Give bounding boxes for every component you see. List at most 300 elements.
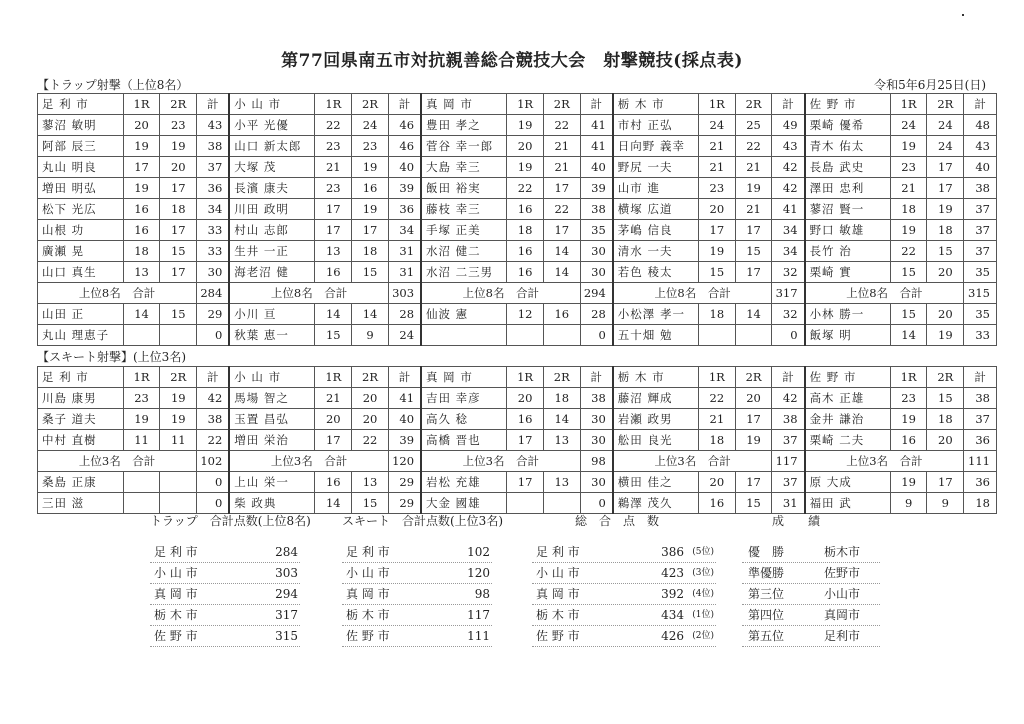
- total-score: 33: [964, 325, 997, 346]
- trap-total: 315: [275, 629, 298, 643]
- city-header: 足 利 市: [38, 94, 124, 115]
- shooter-name: 川田 政明: [229, 199, 315, 220]
- table-row: [38, 430, 997, 451]
- subtotal-row: [38, 283, 997, 304]
- round-2-score: 15: [160, 304, 197, 325]
- round-2-score: 23: [352, 136, 389, 157]
- reserve-row: [38, 304, 997, 325]
- round-1-score: 17: [507, 430, 544, 451]
- round-2-score: [160, 493, 197, 514]
- round-1-score: 19: [507, 157, 544, 178]
- round-2-score: 17: [735, 262, 772, 283]
- shooter-name: 野尻 一夫: [613, 157, 699, 178]
- ranking-row: [742, 626, 880, 647]
- table-row: [38, 388, 997, 409]
- shooter-name: 吉田 幸彦: [421, 388, 507, 409]
- shooter-name: 山口 新太郎: [229, 136, 315, 157]
- header-row: [38, 94, 997, 115]
- round-1-score: 22: [315, 115, 352, 136]
- subtotal-label: 上位8名 合計: [613, 283, 772, 304]
- shooter-name: 茅嶋 信良: [613, 220, 699, 241]
- total-score: 0: [197, 325, 230, 346]
- round-2-score: 24: [927, 115, 964, 136]
- subtotal-value: 98: [580, 451, 613, 472]
- round-2-score: 18: [160, 199, 197, 220]
- total-score: 43: [964, 136, 997, 157]
- total-score: 41: [772, 199, 805, 220]
- round-2-score: 19: [927, 325, 964, 346]
- total-score: 0: [580, 325, 613, 346]
- shooter-name: 山口 真生: [38, 262, 124, 283]
- city-name: 小 山 市: [154, 566, 198, 580]
- shooter-name: 中村 直樹: [38, 430, 124, 451]
- total-score: 38: [580, 199, 613, 220]
- overall-rank: (1位): [692, 610, 714, 620]
- column-header: 2R: [160, 367, 197, 388]
- round-1-score: 16: [890, 430, 927, 451]
- round-1-score: 16: [698, 493, 735, 514]
- ranking-header: 成 績: [772, 514, 821, 528]
- trap-total-row: [150, 626, 300, 647]
- round-2-score: 20: [352, 388, 389, 409]
- round-1-score: 18: [698, 430, 735, 451]
- overall-total: 426: [661, 629, 684, 643]
- round-1-score: 20: [315, 409, 352, 430]
- shooter-name: 清水 一夫: [613, 241, 699, 262]
- column-header: 2R: [160, 94, 197, 115]
- round-2-score: 17: [160, 178, 197, 199]
- total-score: 18: [964, 493, 997, 514]
- table-row: [38, 115, 997, 136]
- total-score: 32: [772, 262, 805, 283]
- round-2-score: 22: [543, 115, 580, 136]
- shooter-name: 増田 明弘: [38, 178, 124, 199]
- round-2-score: 15: [735, 493, 772, 514]
- round-2-score: 20: [735, 388, 772, 409]
- round-2-score: 14: [735, 304, 772, 325]
- round-2-score: 18: [927, 220, 964, 241]
- column-header: 計: [964, 94, 997, 115]
- trap-score-table: [37, 93, 997, 346]
- total-score: 0: [580, 493, 613, 514]
- round-2-score: 17: [543, 220, 580, 241]
- round-2-score: 21: [543, 157, 580, 178]
- scan-dot: [962, 14, 964, 16]
- round-2-score: 19: [352, 157, 389, 178]
- round-1-score: 19: [698, 241, 735, 262]
- total-score: 43: [197, 115, 230, 136]
- total-score: 41: [580, 136, 613, 157]
- round-1-score: 15: [315, 325, 352, 346]
- column-header: 1R: [123, 367, 160, 388]
- round-1-score: 16: [507, 409, 544, 430]
- shooter-name: 五十畑 勉: [613, 325, 699, 346]
- shooter-name: 菅谷 幸一郎: [421, 136, 507, 157]
- round-1-score: 13: [123, 262, 160, 283]
- subtotal-value: 303: [388, 283, 421, 304]
- round-1-score: 21: [698, 157, 735, 178]
- city-name: 足 利 市: [154, 545, 198, 559]
- total-score: 31: [388, 241, 421, 262]
- shooter-name: 松下 光広: [38, 199, 124, 220]
- shooter-name: 山根 功: [38, 220, 124, 241]
- rank-title: 第四位: [748, 608, 785, 622]
- round-1-score: 16: [507, 262, 544, 283]
- column-header: 2R: [927, 367, 964, 388]
- total-score: 38: [964, 388, 997, 409]
- round-1-score: [698, 325, 735, 346]
- round-1-score: 20: [507, 136, 544, 157]
- shooter-name: 豊田 孝之: [421, 115, 507, 136]
- column-header: 計: [388, 94, 421, 115]
- shooter-name: 小川 亘: [229, 304, 315, 325]
- page-title: 第77回県南五市対抗親善総合競技大会 射撃競技(採点表): [281, 51, 743, 71]
- rank-city: 足利市: [824, 629, 861, 643]
- round-2-score: 22: [352, 430, 389, 451]
- total-score: 36: [964, 472, 997, 493]
- skeet-total-row: [342, 605, 492, 626]
- column-header: 2R: [735, 94, 772, 115]
- table-row: [38, 220, 997, 241]
- total-score: 41: [580, 115, 613, 136]
- total-score: 40: [964, 157, 997, 178]
- column-header: 計: [772, 367, 805, 388]
- total-score: 37: [964, 199, 997, 220]
- city-header: 栃 木 市: [613, 94, 699, 115]
- total-score: 34: [772, 220, 805, 241]
- shooter-name: 飯田 裕実: [421, 178, 507, 199]
- trap-total: 284: [275, 545, 298, 559]
- round-1-score: 23: [698, 178, 735, 199]
- shooter-name: 岩瀬 政男: [613, 409, 699, 430]
- city-header: 足 利 市: [38, 367, 124, 388]
- round-2-score: 19: [927, 199, 964, 220]
- shooter-name: 廣瀬 晃: [38, 241, 124, 262]
- round-2-score: 13: [543, 472, 580, 493]
- total-score: 48: [964, 115, 997, 136]
- round-1-score: 16: [123, 220, 160, 241]
- total-score: 38: [197, 409, 230, 430]
- city-header: 小 山 市: [229, 94, 315, 115]
- skeet-total: 98: [474, 587, 490, 601]
- round-1-score: 23: [890, 157, 927, 178]
- round-2-score: 9: [352, 325, 389, 346]
- shooter-name: 藤枝 幸三: [421, 199, 507, 220]
- column-header: 2R: [352, 367, 389, 388]
- round-1-score: 21: [698, 409, 735, 430]
- total-score: 31: [388, 262, 421, 283]
- overall-total-row: [532, 626, 716, 647]
- ranking-row: [742, 542, 880, 563]
- round-2-score: 17: [352, 220, 389, 241]
- total-score: 39: [580, 178, 613, 199]
- table-row: [38, 409, 997, 430]
- subtotal-label: 上位3名 合計: [421, 451, 580, 472]
- shooter-name: 水沼 二三男: [421, 262, 507, 283]
- total-score: 29: [388, 493, 421, 514]
- column-header: 1R: [507, 94, 544, 115]
- round-2-score: 24: [352, 115, 389, 136]
- total-score: 31: [772, 493, 805, 514]
- header-row: [38, 367, 997, 388]
- round-1-score: 16: [123, 199, 160, 220]
- city-name: 小 山 市: [536, 566, 580, 580]
- round-1-score: 21: [698, 136, 735, 157]
- round-2-score: 17: [160, 220, 197, 241]
- shooter-name: 玉置 昌弘: [229, 409, 315, 430]
- round-1-score: 15: [890, 304, 927, 325]
- total-score: 32: [772, 304, 805, 325]
- round-1-score: 20: [507, 388, 544, 409]
- city-name: 佐 野 市: [154, 629, 198, 643]
- shooter-name: 大金 國雄: [421, 493, 507, 514]
- round-2-score: 20: [927, 430, 964, 451]
- total-score: 24: [388, 325, 421, 346]
- round-1-score: 20: [123, 115, 160, 136]
- round-2-score: 17: [735, 472, 772, 493]
- total-score: 34: [197, 199, 230, 220]
- round-2-score: 24: [927, 136, 964, 157]
- total-score: 46: [388, 136, 421, 157]
- round-1-score: 15: [890, 262, 927, 283]
- ranking-row: [742, 584, 880, 605]
- round-1-score: 20: [698, 199, 735, 220]
- city-name: 佐 野 市: [536, 629, 580, 643]
- subtotal-value: 111: [964, 451, 997, 472]
- rank-title: 第五位: [748, 629, 785, 643]
- shooter-name: 手塚 正美: [421, 220, 507, 241]
- round-1-score: 17: [698, 220, 735, 241]
- subtotal-value: 117: [772, 451, 805, 472]
- trap-total-row: [150, 584, 300, 605]
- rank-title: 優 勝: [748, 545, 785, 559]
- round-2-score: 19: [160, 136, 197, 157]
- overall-total-header: 総 合 点 数: [575, 514, 660, 528]
- round-2-score: 15: [927, 388, 964, 409]
- skeet-total: 102: [467, 545, 490, 559]
- shooter-name: 市村 正弘: [613, 115, 699, 136]
- round-1-score: [123, 472, 160, 493]
- trap-total-header: トラップ 合計点数(上位8名): [150, 514, 311, 528]
- round-1-score: 14: [315, 493, 352, 514]
- city-header: 佐 野 市: [805, 94, 891, 115]
- round-2-score: 25: [735, 115, 772, 136]
- round-1-score: 19: [890, 472, 927, 493]
- city-name: 真 岡 市: [154, 587, 198, 601]
- round-2-score: 17: [927, 178, 964, 199]
- round-1-score: 22: [507, 178, 544, 199]
- round-2-score: 18: [352, 241, 389, 262]
- shooter-name: 大島 幸三: [421, 157, 507, 178]
- table-row: [38, 241, 997, 262]
- rank-title: 第三位: [748, 587, 785, 601]
- round-2-score: [543, 325, 580, 346]
- table-row: [38, 262, 997, 283]
- total-score: 28: [580, 304, 613, 325]
- city-header: 小 山 市: [229, 367, 315, 388]
- total-score: 33: [197, 241, 230, 262]
- round-1-score: 23: [315, 136, 352, 157]
- total-score: 36: [388, 199, 421, 220]
- round-1-score: 17: [315, 220, 352, 241]
- round-2-score: 21: [735, 157, 772, 178]
- round-1-score: 17: [315, 430, 352, 451]
- subtotal-label: 上位8名 合計: [38, 283, 197, 304]
- round-1-score: 16: [507, 199, 544, 220]
- shooter-name: 福田 武: [805, 493, 891, 514]
- total-score: 22: [197, 430, 230, 451]
- round-2-score: 17: [735, 220, 772, 241]
- column-header: 1R: [890, 367, 927, 388]
- round-1-score: 11: [123, 430, 160, 451]
- round-2-score: 15: [735, 241, 772, 262]
- round-2-score: [543, 493, 580, 514]
- subtotal-label: 上位8名 合計: [421, 283, 580, 304]
- total-score: 39: [388, 430, 421, 451]
- round-2-score: [160, 472, 197, 493]
- subtotal-value: 102: [197, 451, 230, 472]
- column-header: 計: [197, 94, 230, 115]
- round-1-score: 24: [890, 115, 927, 136]
- trap-total: 303: [275, 566, 298, 580]
- round-2-score: 20: [160, 157, 197, 178]
- round-2-score: 19: [352, 199, 389, 220]
- shooter-name: 小林 勝一: [805, 304, 891, 325]
- shooter-name: 馬場 智之: [229, 388, 315, 409]
- shooter-name: 阿部 辰三: [38, 136, 124, 157]
- total-score: 30: [580, 262, 613, 283]
- shooter-name: 海老沼 健: [229, 262, 315, 283]
- rank-city: 小山市: [824, 587, 861, 601]
- overall-total-row: [532, 542, 716, 563]
- column-header: 2R: [543, 94, 580, 115]
- column-header: 1R: [123, 94, 160, 115]
- column-header: 2R: [735, 367, 772, 388]
- skeet-section-label: 【スキート射撃】(上位3名): [37, 350, 186, 364]
- shooter-name: 長島 武史: [805, 157, 891, 178]
- round-2-score: 18: [927, 409, 964, 430]
- ranking-row: [742, 605, 880, 626]
- round-1-score: 23: [123, 388, 160, 409]
- rank-title: 準優勝: [748, 566, 785, 580]
- shooter-name: 小松澤 孝一: [613, 304, 699, 325]
- total-score: 30: [580, 472, 613, 493]
- total-score: 33: [197, 220, 230, 241]
- round-1-score: 19: [123, 178, 160, 199]
- city-name: 佐 野 市: [346, 629, 390, 643]
- total-score: 38: [197, 136, 230, 157]
- column-header: 1R: [315, 94, 352, 115]
- overall-total: 423: [661, 566, 684, 580]
- shooter-name: 栗崎 二夫: [805, 430, 891, 451]
- round-2-score: 19: [735, 178, 772, 199]
- total-score: 36: [964, 430, 997, 451]
- column-header: 1R: [698, 367, 735, 388]
- shooter-name: 青木 佑太: [805, 136, 891, 157]
- shooter-name: 鵜澤 茂久: [613, 493, 699, 514]
- total-score: 30: [580, 409, 613, 430]
- shooter-name: 丸山 理恵子: [38, 325, 124, 346]
- total-score: 40: [580, 157, 613, 178]
- overall-total-row: [532, 584, 716, 605]
- shooter-name: 横塚 広道: [613, 199, 699, 220]
- round-2-score: 13: [543, 430, 580, 451]
- city-header: 栃 木 市: [613, 367, 699, 388]
- subtotal-row: [38, 451, 997, 472]
- shooter-name: 川島 康男: [38, 388, 124, 409]
- total-score: 0: [772, 325, 805, 346]
- shooter-name: 栗崎 實: [805, 262, 891, 283]
- round-2-score: [735, 325, 772, 346]
- shooter-name: 舩田 良光: [613, 430, 699, 451]
- round-1-score: 21: [890, 178, 927, 199]
- round-1-score: 21: [315, 388, 352, 409]
- shooter-name: 若色 稜太: [613, 262, 699, 283]
- round-1-score: 18: [123, 241, 160, 262]
- shooter-name: 柴 政典: [229, 493, 315, 514]
- round-1-score: 20: [698, 472, 735, 493]
- round-1-score: 19: [123, 136, 160, 157]
- round-2-score: 19: [160, 409, 197, 430]
- round-2-score: 20: [927, 304, 964, 325]
- round-2-score: 20: [352, 409, 389, 430]
- shooter-name: 丸山 明良: [38, 157, 124, 178]
- city-name: 真 岡 市: [346, 587, 390, 601]
- city-header: 佐 野 市: [805, 367, 891, 388]
- overall-total: 386: [661, 545, 684, 559]
- trap-section-label: 【トラップ射撃（上位8名）: [37, 78, 189, 92]
- shooter-name: 飯塚 明: [805, 325, 891, 346]
- shooter-name: 岩松 充雄: [421, 472, 507, 493]
- shooter-name: 長濱 康夫: [229, 178, 315, 199]
- round-2-score: 11: [160, 430, 197, 451]
- overall-rank: (3位): [692, 568, 714, 578]
- round-1-score: 21: [315, 157, 352, 178]
- subtotal-label: 上位3名 合計: [38, 451, 197, 472]
- shooter-name: 金井 謙治: [805, 409, 891, 430]
- round-2-score: 23: [160, 115, 197, 136]
- round-1-score: 17: [315, 199, 352, 220]
- round-1-score: 19: [123, 409, 160, 430]
- round-1-score: 17: [507, 472, 544, 493]
- total-score: 39: [388, 178, 421, 199]
- total-score: 38: [772, 409, 805, 430]
- round-1-score: 17: [123, 157, 160, 178]
- table-row: [38, 157, 997, 178]
- city-name: 栃 木 市: [154, 608, 198, 622]
- overall-total-row: [532, 605, 716, 626]
- total-score: 37: [772, 472, 805, 493]
- total-score: 42: [772, 157, 805, 178]
- round-2-score: 9: [927, 493, 964, 514]
- shooter-name: 藤沼 輝成: [613, 388, 699, 409]
- city-name: 小 山 市: [346, 566, 390, 580]
- round-1-score: 19: [890, 409, 927, 430]
- total-score: 37: [197, 157, 230, 178]
- total-score: 38: [964, 178, 997, 199]
- total-score: 40: [388, 409, 421, 430]
- round-2-score: 17: [160, 262, 197, 283]
- round-2-score: 22: [543, 199, 580, 220]
- shooter-name: 仙波 憲: [421, 304, 507, 325]
- city-name: 栃 木 市: [346, 608, 390, 622]
- total-score: 34: [772, 241, 805, 262]
- round-2-score: 15: [160, 241, 197, 262]
- total-score: 46: [388, 115, 421, 136]
- total-score: 38: [580, 388, 613, 409]
- round-2-score: 19: [735, 430, 772, 451]
- round-1-score: 22: [698, 388, 735, 409]
